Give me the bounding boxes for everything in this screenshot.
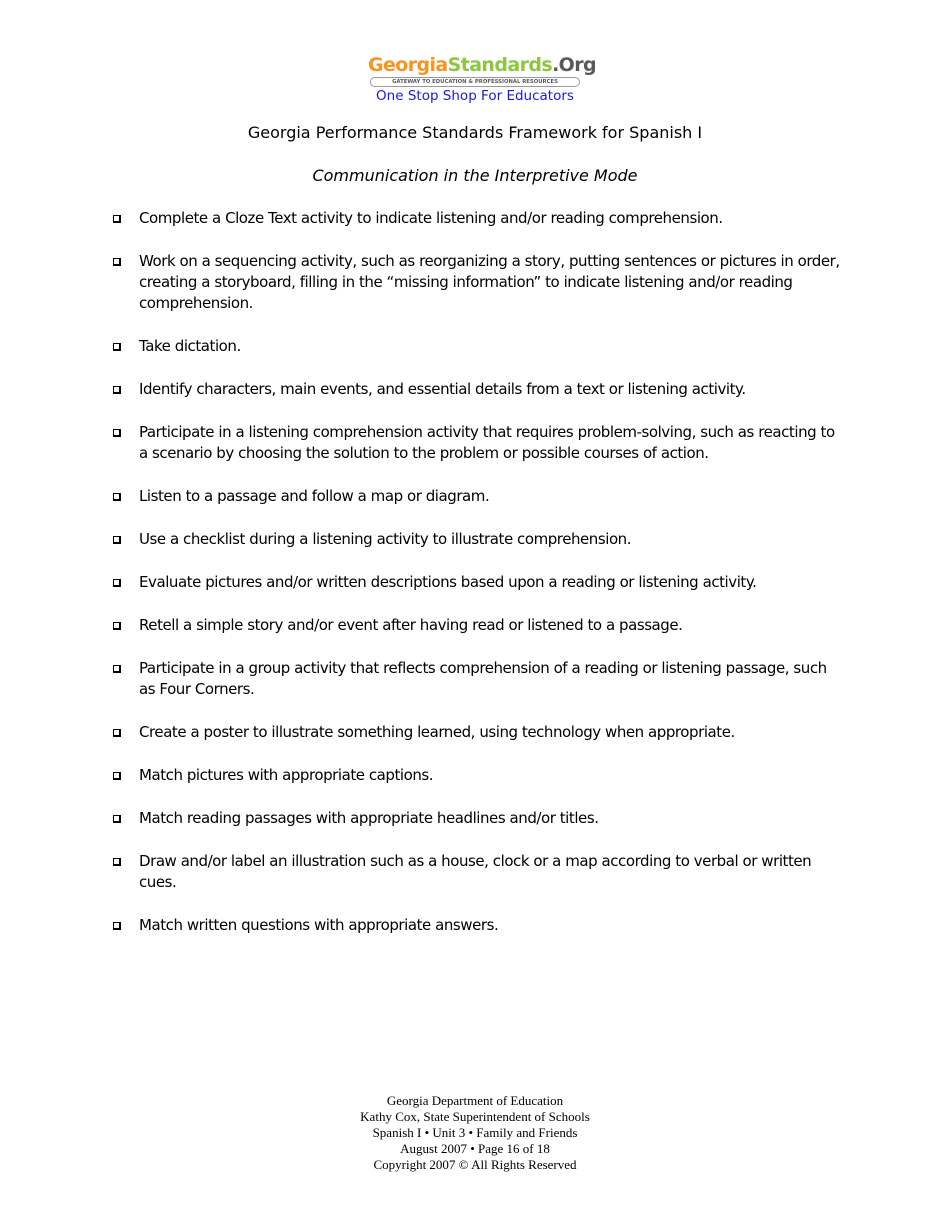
checkbox-bullet-icon [113,622,121,630]
checkbox-bullet-icon [113,258,121,266]
checkbox-bullet-icon [113,536,121,544]
list-item [110,336,840,357]
list-item-text: Create a poster to illustrate something learned, using technology when appropriate. [139,723,735,741]
list-item-text: Match reading passages with appropriate headlines and/or titles. [139,809,599,827]
checkbox-bullet-icon [113,858,121,866]
list-item-text: Work on a sequencing activity, such as reorganizing a story, putting sentences or pictures in order, creating a storyboard, filling in the “missing information” to indicate listening and/or reading comprehension. [139,252,840,312]
checkbox-bullet-icon [113,729,121,737]
list-item-text: Complete a Cloze Text activity to indicate listening and/or reading comprehension. [139,209,723,227]
list-item [110,529,840,550]
checkbox-bullet-icon [113,815,121,823]
logo-word-georgia: Georgia [368,54,448,76]
list-item [110,722,840,743]
page-footer [0,1093,950,1173]
activity-list [110,208,840,958]
list-item-text: Evaluate pictures and/or written descriptions based upon a reading or listening activity. [139,573,757,591]
logo-tagline: GATEWAY TO EDUCATION & PROFESSIONAL RESOURCES [370,77,580,87]
list-item-text: Listen to a passage and follow a map or diagram. [139,487,490,505]
footer-department: Georgia Department of Education [386,1093,564,1108]
footer-superintendent: Kathy Cox, State Superintendent of Schools [360,1109,590,1124]
list-item [110,422,840,464]
list-item-text: Participate in a group activity that reflects comprehension of a reading or listening passage, such as Four Corners. [139,659,827,698]
list-item-text: Draw and/or label an illustration such as a house, clock or a map according to verbal or written cues. [139,852,812,891]
list-item-text: Match written questions with appropriate answers. [139,916,499,934]
checkbox-bullet-icon [113,429,121,437]
checkbox-bullet-icon [113,579,121,587]
checkbox-bullet-icon [113,493,121,501]
list-item [110,808,840,829]
list-item [110,379,840,400]
list-item [110,251,840,314]
checkbox-bullet-icon [113,343,121,351]
logo-wordmark [368,54,597,76]
logo-subtitle-link[interactable]: One Stop Shop For Educators [376,88,574,104]
list-item-text: Match pictures with appropriate captions. [139,766,434,784]
list-item [110,765,840,786]
document-title: Georgia Performance Standards Framework for Spanish I [247,123,703,142]
list-item-text: Identify characters, main events, and essential details from a text or listening activity. [139,380,746,398]
section-subtitle: Communication in the Interpretive Mode [312,166,638,185]
footer-unit: Spanish I • Unit 3 • Family and Friends [372,1125,578,1140]
list-item-text: Retell a simple story and/or event after having read or listened to a passage. [139,616,683,634]
list-item [110,208,840,229]
list-item [110,486,840,507]
logo-word-standards: Standards [447,54,553,76]
list-item [110,915,840,936]
checkbox-bullet-icon [113,922,121,930]
footer-page-number: August 2007 • Page 16 of 18 [400,1141,550,1156]
list-item-text: Participate in a listening comprehension activity that requires problem-solving, such as reacting to a scenario by choosing the solution to the problem or possible courses of action. [139,423,835,462]
checkbox-bullet-icon [113,772,121,780]
checkbox-bullet-icon [113,665,121,673]
list-item [110,851,840,893]
list-item-text: Take dictation. [139,337,241,355]
list-item [110,615,840,636]
footer-copyright: Copyright 2007 © All Rights Reserved [373,1157,577,1172]
checkbox-bullet-icon [113,215,121,223]
list-item [110,572,840,593]
logo-word-org: .Org [552,54,597,76]
georgia-standards-logo[interactable] [368,54,597,90]
list-item [110,658,840,700]
checkbox-bullet-icon [113,386,121,394]
list-item-text: Use a checklist during a listening activity to illustrate comprehension. [139,530,632,548]
